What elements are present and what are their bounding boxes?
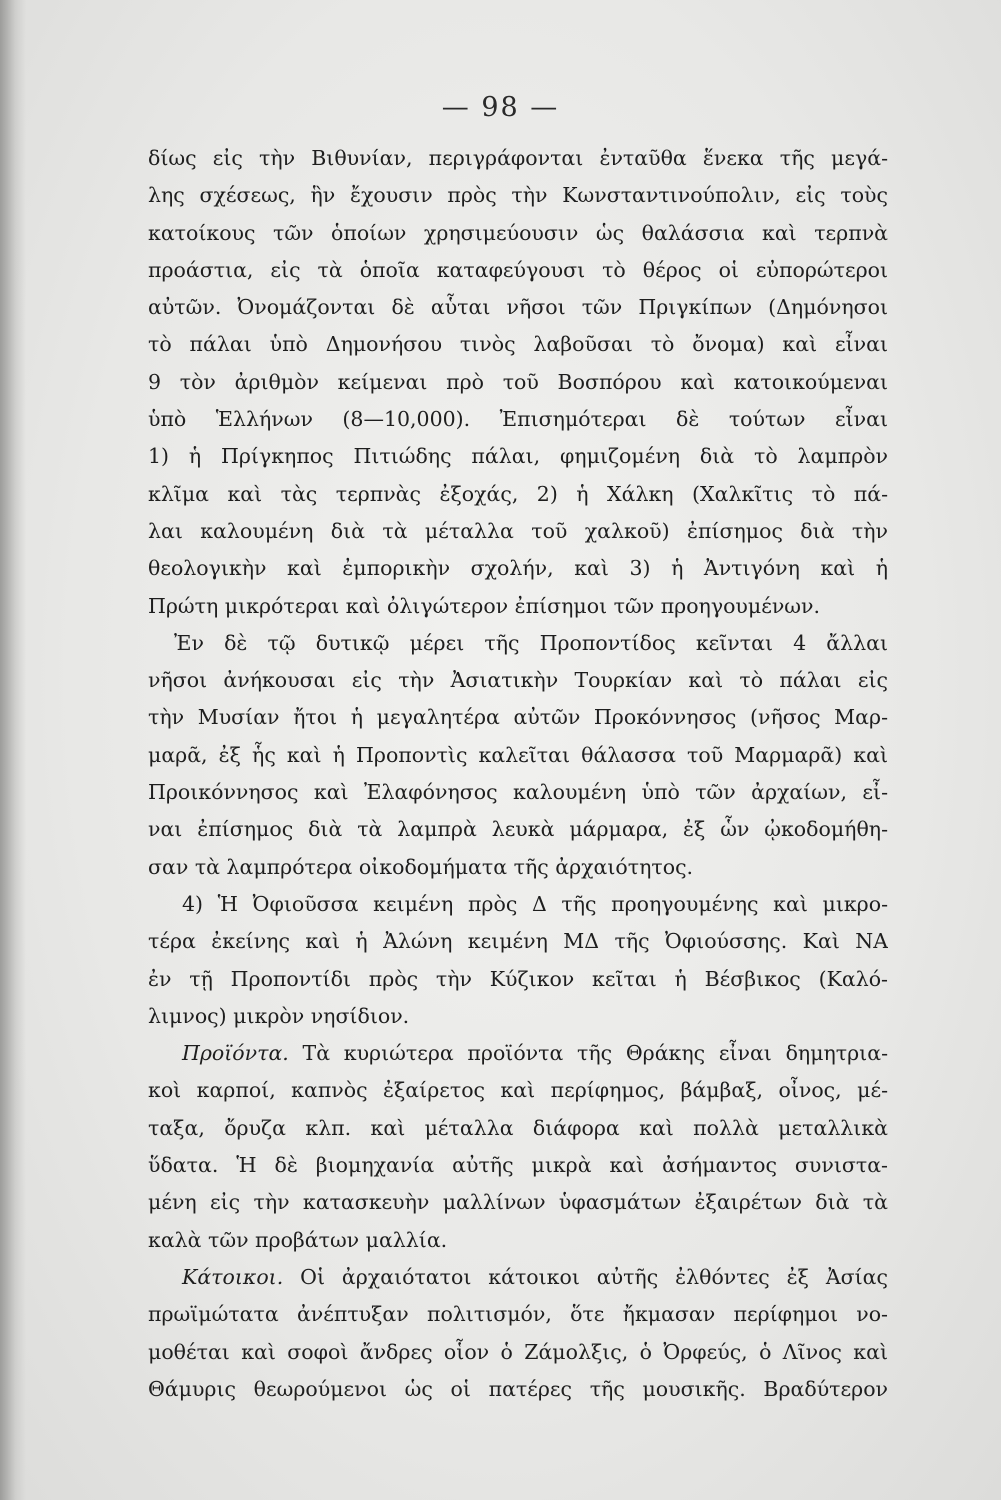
text-line [148, 737, 888, 774]
line-text: τὴν Μυσίαν ἤτοι ἡ μεγαλητέρα αὐτῶν Προκόννησος (νῆσος Μαρ- [148, 705, 888, 730]
text-line [148, 961, 888, 998]
line-text: θεολογικὴν καὶ ἐμπορικὴν σχολήν, καὶ 3) ἡ Ἀντιγόνη καὶ ἡ [148, 556, 888, 581]
text-line [148, 1222, 888, 1259]
text-line [148, 252, 888, 289]
line-text: νῆσοι ἀνήκουσαι εἰς τὴν Ἀσιατικὴν Τουρκίαν καὶ τὸ πάλαι εἰς [148, 668, 888, 693]
line-text: ταξα, ὄρυζα κλπ. καὶ μέταλλα διάφορα καὶ πολλὰ μεταλλικὰ [148, 1115, 888, 1140]
page-body-text [148, 140, 888, 1408]
line-text: ναι ἐπίσημος διὰ τὰ λαμπρὰ λευκὰ μάρμαρα, ἐξ ὧν ᾠκοδομήθη- [148, 817, 888, 842]
line-text: κλῖμα καὶ τὰς τερπνὰς ἐξοχάς, 2) ἡ Χάλκη (Χαλκῖτις τὸ πά- [148, 481, 888, 506]
line-text: κατοίκους τῶν ὁποίων χρησιμεύουσιν ὡς θαλάσσια καὶ τερπνὰ [148, 220, 888, 245]
line-text: τὸ πάλαι ὑπὸ Δημονήσου τινὸς λαβοῦσαι τὸ ὄνομα) καὶ εἶναι [148, 332, 888, 357]
text-line [148, 1072, 888, 1109]
text-line [148, 1035, 888, 1072]
line-text: μένη εἰς τὴν κατασκευὴν μαλλίνων ὑφασμάτων ἐξαιρέτων διὰ τὰ [148, 1190, 888, 1215]
text-line [148, 1184, 888, 1221]
line-text: τέρα ἐκείνης καὶ ἡ Ἀλώνη κειμένη ΜΔ τῆς Ὀφιούσσης. Καὶ ΝΑ [148, 929, 888, 954]
section-heading: Προϊόντα. [182, 1041, 289, 1066]
line-text: 1) ἡ Πρίγκηπος Πιτιώδης πάλαι, φημιζομένη διὰ τὸ λαμπρὸν [148, 444, 888, 469]
line-text: 9 τὸν ἀριθμὸν κείμεναι πρὸ τοῦ Βοσπόρου καὶ κατοικούμεναι [148, 369, 888, 394]
line-text: λης σχέσεως, ἣν ἔχουσιν πρὸς τὴν Κωνσταντινούπολιν, εἰς τοὺς [148, 183, 888, 208]
text-line [148, 140, 888, 177]
text-line [148, 699, 888, 736]
text-line [148, 438, 888, 475]
text-line [148, 401, 888, 438]
line-text: ἐν τῇ Προποντίδι πρὸς τὴν Κύζικον κεῖται ἡ Βέσβικος (Καλό- [148, 966, 888, 991]
text-line [148, 289, 888, 326]
text-line [148, 1334, 888, 1371]
text-line [148, 215, 888, 252]
line-text: 4) Ἡ Ὀφιοῦσσα κειμένη πρὸς Δ τῆς προηγουμένης καὶ μικρο- [182, 891, 888, 916]
line-text: μαρᾶ, ἐξ ἧς καὶ ἡ Προποντὶς καλεῖται θάλασσα τοῦ Μαρμαρᾶ) καὶ [148, 742, 888, 767]
text-line [148, 1110, 888, 1147]
line-text: αὐτῶν. Ὀνομάζονται δὲ αὗται νῆσοι τῶν Πριγκίπων (Δημόνησοι [148, 295, 888, 320]
page-number: — 98 — [441, 92, 560, 123]
line-text: Ἐν δὲ τῷ δυτικῷ μέρει τῆς Προποντίδος κεῖνται 4 ἄλλαι [174, 630, 888, 655]
line-text: ὑπὸ Ἑλλήνων (8—10,000). Ἐπισημότεραι δὲ τούτων εἶναι [148, 407, 888, 432]
text-line [148, 662, 888, 699]
line-text: Πρώτη μικρότεραι καὶ ὀλιγώτερον ἐπίσημοι τῶν προηγουμένων. [148, 593, 820, 618]
section-heading: Κάτοικοι. [182, 1264, 284, 1289]
text-line [148, 625, 888, 662]
text-line [148, 364, 888, 401]
text-line [148, 923, 888, 960]
text-line [148, 849, 888, 886]
line-text: Θάμυρις θεωρούμενοι ὡς οἱ πατέρες τῆς μουσικῆς. Βραδύτερον [148, 1376, 888, 1401]
text-line [148, 1259, 888, 1296]
text-line [148, 1296, 888, 1333]
line-text: πρωϊμώτατα ἀνέπτυξαν πολιτισμόν, ὅτε ἤκμασαν περίφημοι νο- [148, 1302, 888, 1327]
line-text: Προικόννησος καὶ Ἐλαφόνησος καλουμένη ὑπὸ τῶν ἀρχαίων, εἶ- [148, 780, 888, 805]
text-line [148, 326, 888, 363]
text-line [148, 177, 888, 214]
line-text: κοὶ καρποί, καπνὸς ἐξαίρετος καὶ περίφημος, βάμβαξ, οἶνος, μέ- [148, 1078, 888, 1103]
text-line [148, 550, 888, 587]
line-text: ὕδατα. Ἡ δὲ βιομηχανία αὐτῆς μικρὰ καὶ ἀσήμαντος συνιστα- [148, 1153, 888, 1178]
text-line [148, 811, 888, 848]
text-line [148, 1147, 888, 1184]
text-line [148, 513, 888, 550]
line-text: προάστια, εἰς τὰ ὁποῖα καταφεύγουσι τὸ θέρος οἱ εὐπορώτεροι [148, 257, 888, 282]
page-gutter-shadow [0, 0, 26, 1500]
text-line [148, 886, 888, 923]
text-line [148, 588, 888, 625]
line-text: δίως εἰς τὴν Βιθυνίαν, περιγράφονται ἐνταῦθα ἕνεκα τῆς μεγά- [148, 146, 888, 170]
text-line [148, 998, 888, 1035]
line-text: λιμνος) μικρὸν νησίδιον. [148, 1003, 410, 1028]
line-text: λαι καλουμένη διὰ τὰ μέταλλα τοῦ χαλκοῦ) ἐπίσημος διὰ τὴν [148, 518, 888, 543]
line-text: καλὰ τῶν προβάτων μαλλία. [148, 1227, 448, 1252]
text-line [148, 1371, 888, 1408]
line-text: σαν τὰ λαμπρότερα οἰκοδομήματα τῆς ἀρχαιότητος. [148, 854, 694, 879]
line-text: Τὰ κυριώτερα προϊόντα τῆς Θράκης εἶναι δημητρια- [288, 1041, 888, 1066]
line-text: μοθέται καὶ σοφοὶ ἄνδρες οἷον ὁ Ζάμολξις, ὁ Ὀρφεύς, ὁ Λῖνος καὶ [148, 1339, 888, 1364]
text-line [148, 774, 888, 811]
line-text: Οἱ ἀρχαιότατοι κάτοικοι αὐτῆς ἐλθόντες ἐξ Ἀσίας [283, 1264, 888, 1289]
text-line [148, 476, 888, 513]
